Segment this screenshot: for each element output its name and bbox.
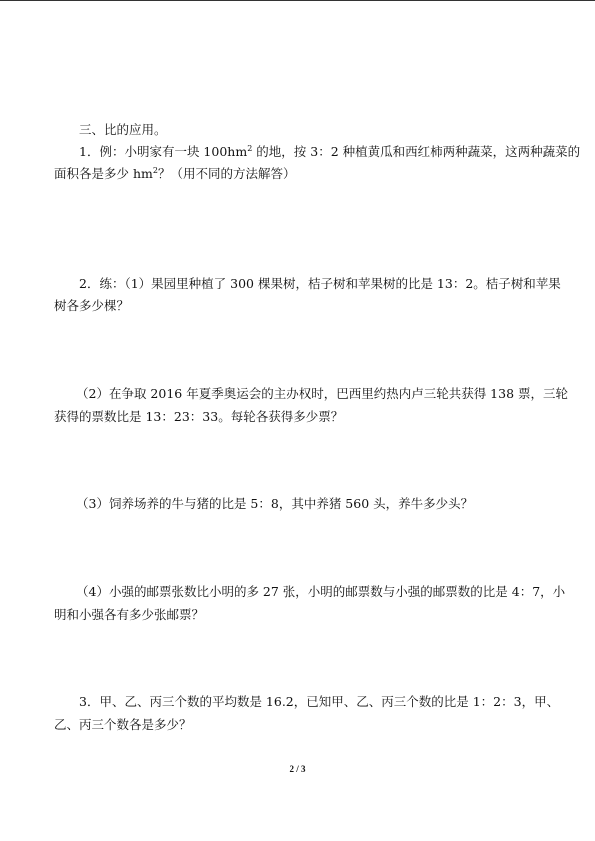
page-number: 2 / 3	[289, 764, 306, 774]
question-2-2-text-b: 获得的票数比是 13：23：33。每轮各获得多少票？	[54, 409, 344, 424]
question-3-text-a: 3．甲、乙、丙三个数的平均数是 16.2，已知甲、乙、丙三个数的比是 1：2：3，甲、	[79, 694, 560, 709]
question-2-2-text-a: （2）在争取 2016 年夏季奥运会的主办权时，巴西里约热内卢三轮共获得 138 票，三轮	[76, 386, 569, 401]
question-1-text-b: 的地，按 3：2 种植黄瓜和西红柿两种蔬菜，这两种蔬菜的	[252, 144, 581, 159]
question-2-4-text-a: （4）小强的邮票张数比小明的多 27 张，小明的邮票数与小强的邮票数的比是 4：7，小	[76, 584, 566, 599]
question-1-text-d: ？（用不同的方法解答）	[157, 166, 296, 181]
question-3-text-b: 乙、丙三个数各是多少？	[54, 717, 192, 732]
question-1-text-a: 1．例：小明家有一块 100hm	[79, 144, 248, 159]
superscript: 2	[247, 143, 253, 153]
superscript: 2	[152, 165, 158, 175]
question-2-3-text-a: （3）饲养场养的牛与猪的比是 5：8，其中养猪 560 头，养牛多少头？	[76, 496, 474, 511]
question-2-text-a: 2．练：（1）果园里种植了 300 棵果树，桔子树和苹果树的比是 13：2。桔子树和苹果	[79, 276, 561, 291]
page-top-border	[0, 0, 595, 1]
question-2-text-b: 树各多少棵？	[54, 298, 130, 313]
question-2-4-text-b: 明和小强各有多少张邮票？	[54, 607, 205, 622]
section-heading-text: 三、比的应用。	[79, 122, 167, 137]
question-1-text-c: 面积各是多少 hm	[54, 166, 153, 181]
